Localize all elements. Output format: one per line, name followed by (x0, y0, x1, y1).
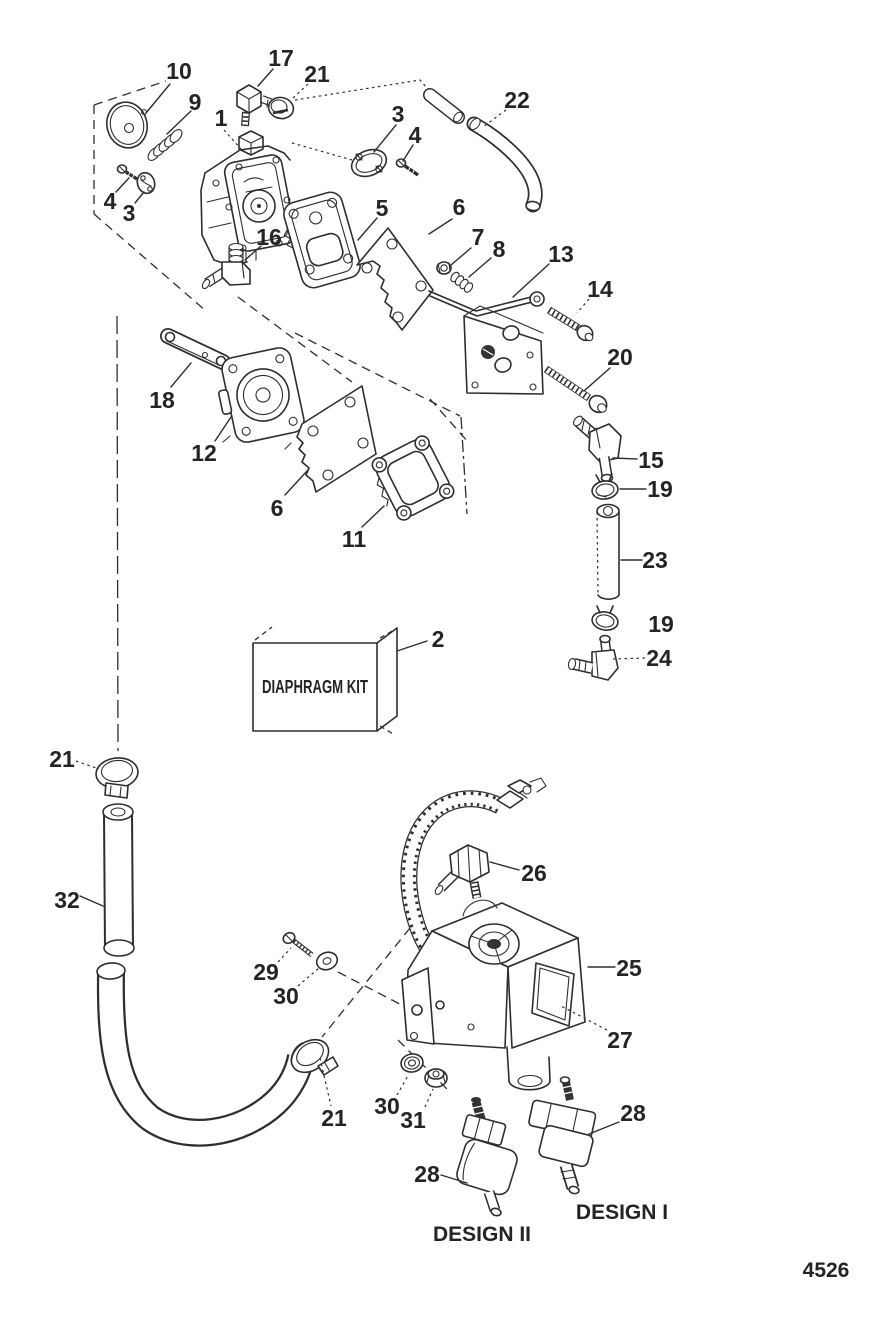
callout-22: 22 (504, 87, 530, 113)
part-31-nut (425, 1069, 447, 1087)
callout-19-b: 19 (648, 611, 674, 637)
figure-code: 4526 (802, 1259, 850, 1282)
callout-30-b: 30 (374, 1093, 400, 1119)
callout-25: 25 (616, 955, 642, 981)
callout-5: 5 (375, 195, 389, 221)
callout-8: 8 (492, 236, 506, 262)
part-9-spring (146, 127, 185, 162)
part-6-diaphragm-lower (297, 386, 376, 492)
callout-10: 10 (166, 58, 192, 84)
callout-4-a: 4 (408, 122, 422, 148)
part-3-valve-disc-right (348, 145, 391, 182)
callout-28-a: 28 (414, 1161, 440, 1187)
callout-4-b: 4 (103, 188, 117, 214)
callout-9: 9 (188, 89, 202, 115)
callout-19-a: 19 (647, 476, 673, 502)
part-6-diaphragm-top (357, 228, 433, 330)
part-30-washer-lower (400, 1052, 425, 1074)
callout-17: 17 (268, 45, 294, 71)
callout-3-a: 3 (391, 101, 405, 127)
part-18-link (166, 333, 226, 366)
part-25-fuel-pump (402, 900, 585, 1090)
callout-13: 13 (548, 241, 574, 267)
callout-21-c: 21 (321, 1105, 347, 1131)
callout-21-b: 21 (49, 746, 75, 772)
callout-15: 15 (638, 447, 664, 473)
callout-27: 27 (607, 1027, 633, 1053)
callout-32: 32 (54, 887, 80, 913)
callout-14: 14 (587, 276, 613, 302)
part-23-tube (597, 505, 619, 600)
part-24-elbow (568, 636, 618, 681)
callout-21-a: 21 (304, 61, 330, 87)
callout-23: 23 (642, 547, 668, 573)
design2-label: DESIGN II (432, 1223, 532, 1246)
part-4-screw-left (118, 165, 138, 179)
callout-31: 31 (400, 1107, 426, 1133)
callout-6-a: 6 (452, 194, 466, 220)
part-5-gasket (276, 189, 363, 292)
part-32-hose-straight (103, 804, 134, 956)
callout-24: 24 (646, 645, 672, 671)
callout-29: 29 (253, 959, 279, 985)
part-19-clamp-lower (591, 606, 620, 632)
callout-6-b: 6 (270, 495, 284, 521)
diaphragm-kit-label: DIAPHRAGM KIT (262, 677, 368, 697)
part-16-fitting (201, 244, 250, 290)
callout-1: 1 (214, 105, 228, 131)
part-14-bolt (549, 310, 596, 343)
part-28-filter-design1 (528, 1077, 596, 1195)
part-29-screw (281, 931, 312, 955)
part-21-clamp-mid (95, 756, 140, 798)
part-4-screw-right (397, 159, 419, 175)
callout-11: 11 (341, 526, 367, 552)
callout-18: 18 (149, 387, 175, 413)
part-2-diaphragm-kit-box (253, 627, 397, 734)
part-28-filter-design2 (454, 1097, 519, 1217)
part-7-nut (437, 262, 451, 274)
hose-end-connector (497, 778, 546, 808)
callout-16: 16 (256, 224, 282, 250)
callout-3-b: 3 (122, 200, 136, 226)
part-10-cover-disc (102, 98, 152, 152)
callout-12: 12 (191, 440, 217, 466)
callout-30-a: 30 (273, 983, 299, 1009)
part-1-fuel-pump-body (201, 131, 297, 266)
part-12-flange (212, 346, 306, 449)
callout-28-b: 28 (620, 1100, 646, 1126)
design1-label: DESIGN I (575, 1201, 669, 1224)
part-8-spring (449, 271, 474, 294)
part-3-valve-disc-left (135, 170, 158, 195)
part-15-elbow (572, 415, 621, 482)
callout-7: 7 (471, 224, 485, 250)
callout-2: 2 (431, 626, 445, 652)
callout-26: 26 (521, 860, 547, 886)
callout-20: 20 (607, 344, 633, 370)
part-26-fitting (434, 845, 489, 898)
part-13-bracket (429, 291, 544, 394)
